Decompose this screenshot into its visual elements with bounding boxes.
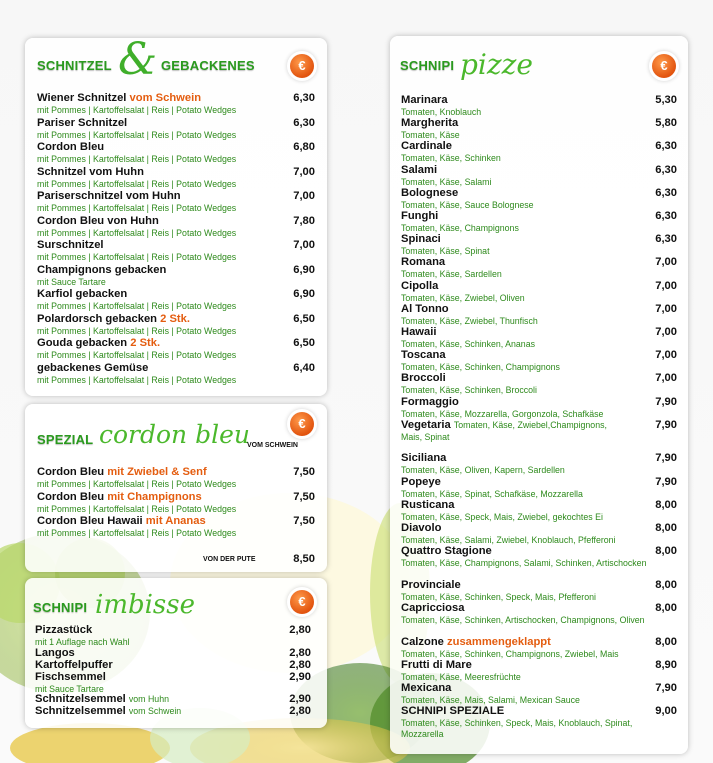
item-description: Tomaten, Käse	[401, 130, 460, 141]
item-name-text: Quattro Stagione	[401, 545, 492, 558]
item-price: 7,00	[655, 372, 677, 385]
item-highlight: zusammengeklappt	[447, 635, 551, 648]
item-name	[401, 636, 677, 649]
item-name-text: Cipolla	[401, 279, 439, 292]
menu-item	[401, 326, 677, 350]
item-description: Tomaten, Käse, Spinat, Schafkäse, Mozzarella	[401, 488, 583, 499]
item-price: 5,30	[655, 94, 677, 106]
menu-item	[401, 579, 677, 603]
item-description: Tomaten, Käse, Schinken	[401, 153, 501, 164]
menu-item	[401, 602, 677, 626]
item-name	[401, 476, 677, 489]
item-highlight: vom Schwein	[129, 92, 202, 104]
item-description: mit Pommes | Kartoffelsalat | Reis | Potato Wedges	[37, 479, 237, 489]
menu-item	[401, 233, 677, 257]
menu-item	[37, 337, 315, 361]
menu-item	[35, 705, 311, 718]
item-highlight: mit Zwiebel & Senf	[107, 466, 207, 478]
item-name-text: Wiener Schnitzel	[37, 92, 130, 104]
item-description: mit Pommes | Kartoffelsalat | Reis | Potato Wedges	[37, 203, 237, 213]
item-highlight: mit Champignons	[107, 490, 202, 503]
item-price: 6,30	[655, 233, 677, 246]
menu-item	[401, 164, 677, 188]
item-description: Tomaten, Käse, Sardellen	[401, 269, 502, 280]
item-description: Tomaten, Käse, Salami	[401, 176, 492, 187]
item-price: 6,30	[655, 186, 677, 199]
item-highlight: 2 Stk.	[160, 312, 190, 325]
item-description: mit Pommes | Kartoffelsalat | Reis | Potato Wedges	[37, 374, 237, 385]
item-name-text: Broccoli	[401, 372, 446, 385]
item-description: mit Sauce Tartare	[37, 276, 106, 287]
item-name-text: Kartoffelpuffer	[35, 658, 113, 671]
item-description: Tomaten, Knoblauch	[401, 107, 482, 117]
item-name	[401, 545, 677, 558]
item-price: 8,00	[655, 522, 677, 534]
item-name	[401, 396, 677, 409]
item-description: Tomaten, Käse, Zwiebel, Oliven	[401, 292, 525, 303]
cordon-title-script: cordon bleu	[99, 420, 251, 449]
menu-item	[401, 476, 677, 500]
item-price: 2,80	[289, 624, 311, 636]
item-inline-note: Tomaten, Käse, Zwiebel,Champignons,	[453, 419, 607, 430]
item-name	[35, 671, 311, 684]
item-name-text: Langos	[35, 646, 75, 659]
cordon-panel	[25, 404, 327, 572]
item-price: 9,00	[655, 705, 677, 718]
item-price: 7,00	[655, 256, 677, 269]
item-name-text: gebackenes Gemüse	[37, 361, 149, 374]
menu-item	[401, 522, 677, 546]
item-name-text: Surschnitzel	[37, 239, 104, 251]
item-name	[401, 372, 677, 385]
item-price: 8,00	[655, 498, 677, 511]
menu-item	[401, 372, 677, 396]
item-name-text: Margherita	[401, 117, 459, 130]
euro-icon: €	[290, 590, 314, 614]
item-name	[35, 624, 311, 637]
item-name	[401, 659, 677, 672]
item-name	[401, 326, 677, 339]
item-price: 7,00	[655, 279, 677, 292]
item-name	[401, 94, 677, 107]
item-description: Tomaten, Käse, Oliven, Kapern, Sardellen	[401, 465, 565, 476]
item-name-text: Pariser Schnitzel	[37, 116, 128, 129]
menu-item	[37, 117, 315, 141]
item-description: Tomaten, Käse, Schinken, Artischocken, Champignons, Oliven	[401, 615, 645, 625]
item-price: 6,30	[655, 210, 677, 222]
item-name	[401, 303, 677, 316]
item-name-text: Schnitzelsemmel	[35, 705, 129, 717]
menu-item	[37, 264, 315, 288]
item-name	[35, 705, 311, 718]
item-price: 2,80	[289, 705, 311, 717]
pizze-title-script: pizze	[460, 48, 533, 81]
item-name	[401, 187, 677, 200]
item-price: 6,90	[293, 263, 315, 276]
menu-item	[401, 452, 677, 476]
menu-item	[401, 499, 677, 523]
menu-item	[37, 491, 315, 515]
item-name	[401, 256, 677, 269]
item-name	[401, 499, 677, 512]
item-name	[37, 337, 315, 350]
item-name	[37, 264, 315, 277]
item-price: 6,50	[293, 312, 315, 325]
item-price: 8,00	[655, 635, 677, 648]
item-name	[37, 141, 315, 154]
item-name	[401, 522, 677, 535]
item-inline-note: vom Huhn	[128, 694, 169, 704]
euro-icon: €	[652, 54, 676, 78]
item-price: 7,50	[293, 515, 315, 527]
item-description: mit Pommes | Kartoffelsalat | Reis | Potato Wedges	[37, 325, 237, 336]
cordon-title-small: VOM SCHWEIN	[247, 442, 298, 449]
item-name-text: Popeye	[401, 475, 441, 488]
item-name-text: Polardorsch gebacken	[37, 312, 161, 325]
item-name-text: Vegetaria	[401, 418, 451, 431]
imbisse-panel	[25, 578, 327, 728]
menu-item	[37, 239, 315, 263]
pute-price: 8,50	[293, 553, 315, 565]
menu-item	[37, 466, 315, 490]
item-price: 2,90	[289, 693, 311, 705]
menu-item	[401, 545, 677, 569]
menu-item	[37, 313, 315, 337]
menu-item	[401, 705, 677, 740]
item-price: 8,00	[655, 578, 677, 591]
item-description: mit Pommes | Kartoffelsalat | Reis | Potato Wedges	[37, 528, 237, 538]
item-price: 7,00	[293, 165, 315, 178]
item-price: 7,80	[293, 214, 315, 227]
item-name-text: SCHNIPI SPEZIALE	[401, 705, 505, 718]
item-name	[401, 210, 677, 223]
item-description: Tomaten, Käse, Salami, Zwiebel, Knoblauch, Pfefferoni	[401, 535, 616, 545]
menu-item	[37, 515, 315, 539]
item-name-text: Gouda gebacken	[37, 337, 131, 349]
item-description: Tomaten, Käse, Speck, Mais, Zwiebel, gekochtes Ei	[401, 511, 603, 522]
item-name-text: Formaggio	[401, 395, 459, 408]
item-name-text: Hawaii	[401, 326, 437, 338]
item-price: 6,30	[293, 116, 315, 129]
menu-item	[401, 396, 677, 420]
item-price: 7,50	[293, 490, 315, 503]
item-name	[401, 602, 677, 615]
item-description: mit Pommes | Kartoffelsalat | Reis | Potato Wedges	[37, 105, 237, 115]
ampersand-title: &	[118, 34, 158, 85]
item-price: 6,30	[293, 92, 315, 104]
item-name	[401, 349, 677, 362]
item-price: 2,80	[289, 646, 311, 659]
menu-item	[37, 362, 315, 386]
item-description: mit Pommes | Kartoffelsalat | Reis | Potato Wedges	[37, 178, 237, 189]
menu-item	[401, 280, 677, 304]
item-description: Tomaten, Käse, Sauce Bolognese	[401, 199, 534, 210]
pizze-title-left: SCHNIPI	[400, 58, 455, 73]
item-name	[37, 466, 315, 479]
item-description: Tomaten, Käse, Mozzarella, Gorgonzola, Schafkäse	[401, 408, 604, 419]
schnitzel-panel	[25, 34, 327, 396]
menu-item	[401, 682, 677, 706]
item-description: Tomaten, Käse, Champignons, Salami, Schinken, Artischocken	[401, 558, 647, 569]
item-name-text: Frutti di Mare	[401, 658, 472, 671]
item-description: Tomaten, Käse, Zwiebel, Thunfisch	[401, 315, 538, 326]
schnitzel-title-right: GEBACKENES	[161, 58, 255, 73]
item-name-text: Pizzastück	[35, 624, 93, 636]
item-name-text: Champignons gebacken	[37, 263, 167, 276]
item-price: 7,00	[293, 239, 315, 251]
item-name	[401, 452, 677, 465]
item-name	[401, 164, 677, 177]
item-name-text: Schnitzelsemmel	[35, 693, 129, 705]
item-price: 7,00	[655, 349, 677, 362]
item-highlight: mit Ananas	[145, 515, 206, 527]
item-name-text: Diavolo	[401, 522, 442, 534]
item-name-text: Provinciale	[401, 578, 461, 591]
menu-item	[401, 256, 677, 280]
item-name	[401, 579, 677, 592]
item-price: 6,30	[655, 163, 677, 176]
menu-item	[401, 140, 677, 164]
item-highlight: 2 Stk.	[130, 337, 161, 349]
item-description: Tomaten, Käse, Schinken, Speck, Mais, Pfefferoni	[401, 591, 596, 602]
menu-item	[37, 166, 315, 190]
item-description: Tomaten, Käse, Schinken, Champignons	[401, 362, 560, 373]
item-description: mit Pommes | Kartoffelsalat | Reis | Potato Wedges	[37, 154, 237, 164]
item-price: 7,90	[655, 682, 677, 694]
item-name-text: Fischsemmel	[35, 670, 106, 683]
euro-icon: €	[290, 54, 314, 78]
menu-item	[35, 624, 311, 648]
item-name-text: Karfiol gebacken	[37, 288, 128, 300]
item-name-text: Cordon Bleu	[37, 466, 108, 478]
item-price: 7,90	[655, 452, 677, 465]
menu-item	[401, 94, 677, 118]
imbisse-title-script: imbisse	[95, 590, 196, 620]
item-name-text: Siciliana	[401, 452, 447, 465]
item-name-text: Schnitzel vom Huhn	[37, 165, 144, 178]
item-name-text: Cordon Bleu	[37, 490, 108, 503]
item-description: Tomaten, Käse, Schinken, Speck, Mais, Knoblauch, Spinat, Mozzarella	[401, 718, 633, 740]
item-price: 8,00	[655, 602, 677, 614]
item-name-text: Marinara	[401, 94, 448, 106]
item-price: 6,80	[293, 141, 315, 153]
item-name-text: Cardinale	[401, 140, 452, 153]
item-name	[37, 515, 315, 528]
pute-label: VON DER PUTE	[203, 556, 256, 563]
item-name	[37, 190, 315, 203]
item-name	[401, 419, 677, 432]
item-description: Tomaten, Käse, Meeresfrüchte	[401, 671, 521, 682]
item-name-text: Salami	[401, 163, 438, 176]
menu-item	[37, 92, 315, 116]
item-name-text: Cordon Bleu von Huhn	[37, 214, 159, 227]
item-name-text: Pariserschnitzel vom Huhn	[37, 190, 181, 202]
euro-icon: €	[290, 412, 314, 436]
menu-item	[401, 303, 677, 327]
item-description: Tomaten, Käse, Schinken, Broccoli	[401, 385, 537, 396]
item-description: Tomaten, Käse, Champignons	[401, 223, 519, 233]
item-name	[401, 233, 677, 246]
item-price: 7,00	[655, 302, 677, 315]
item-name	[37, 117, 315, 130]
item-description: mit Pommes | Kartoffelsalat | Reis | Potato Wedges	[37, 503, 237, 514]
item-description: mit Pommes | Kartoffelsalat | Reis | Potato Wedges	[37, 227, 237, 238]
item-name-text: Funghi	[401, 210, 439, 222]
item-name	[401, 140, 677, 153]
item-name	[37, 166, 315, 179]
item-price: 7,90	[655, 475, 677, 488]
item-name-text: Mexicana	[401, 682, 452, 694]
item-price: 6,50	[293, 337, 315, 349]
menu-item	[401, 210, 677, 234]
schnitzel-title-left: SCHNITZEL	[37, 58, 112, 73]
menu-item	[401, 659, 677, 683]
item-description: Tomaten, Käse, Schinken, Champignons, Zwiebel, Mais	[401, 648, 619, 659]
item-description: mit Pommes | Kartoffelsalat | Reis | Potato Wedges	[37, 252, 237, 262]
menu-item	[37, 215, 315, 239]
item-name-text: Capricciosa	[401, 602, 465, 614]
item-price: 2,80	[289, 658, 311, 671]
item-description: Mais, Spinat	[401, 431, 450, 442]
item-name-text: Calzone	[401, 635, 448, 648]
item-price: 7,00	[655, 326, 677, 338]
item-name-text: Toscana	[401, 349, 446, 362]
item-description: mit Pommes | Kartoffelsalat | Reis | Potato Wedges	[37, 350, 237, 360]
menu-item	[401, 636, 677, 660]
item-name	[401, 682, 677, 695]
item-price: 6,40	[293, 361, 315, 374]
menu-item	[37, 190, 315, 214]
pizze-panel	[390, 36, 688, 754]
item-price: 7,90	[655, 395, 677, 408]
item-name	[401, 117, 677, 130]
menu-item	[401, 349, 677, 373]
item-price: 8,00	[655, 545, 677, 558]
item-price: 8,90	[655, 658, 677, 671]
item-name	[37, 288, 315, 301]
item-description: mit Pommes | Kartoffelsalat | Reis | Potato Wedges	[37, 129, 237, 140]
item-price: 6,90	[293, 288, 315, 300]
item-price: 7,50	[293, 466, 315, 478]
item-inline-note: vom Schwein	[128, 706, 182, 716]
item-name	[37, 215, 315, 228]
item-description: mit Sauce Tartare	[35, 683, 104, 694]
menu-item	[401, 419, 677, 443]
item-description: mit Pommes | Kartoffelsalat | Reis | Potato Wedges	[37, 301, 237, 311]
item-name	[401, 705, 677, 718]
menu-item	[37, 288, 315, 312]
item-name	[37, 239, 315, 252]
item-name-text: Romana	[401, 256, 446, 269]
item-price: 7,00	[293, 190, 315, 202]
imbisse-title-left: SCHNIPI	[33, 600, 88, 615]
item-name-text: Spinaci	[401, 233, 441, 246]
item-description: Tomaten, Käse, Spinat	[401, 246, 490, 257]
item-description: Tomaten, Käse, Schinken, Ananas	[401, 339, 535, 349]
item-price: 5,80	[655, 117, 677, 130]
item-name	[37, 92, 315, 105]
item-description: mit 1 Auflage nach Wahl	[35, 637, 130, 647]
item-name-text: Cordon Bleu	[37, 141, 105, 153]
menu-item	[401, 187, 677, 211]
menu-item	[401, 117, 677, 141]
item-name	[401, 280, 677, 293]
item-price: 7,90	[655, 418, 677, 431]
menu-item	[37, 141, 315, 165]
item-name-text: Al Tonno	[401, 302, 449, 315]
item-name-text: Rusticana	[401, 498, 455, 511]
item-name-text: Cordon Bleu Hawaii	[37, 515, 146, 527]
item-price: 6,30	[655, 140, 677, 153]
item-name	[37, 491, 315, 504]
menu-item	[35, 671, 311, 695]
item-name	[37, 362, 315, 375]
item-price: 2,90	[289, 670, 311, 683]
item-name	[37, 313, 315, 326]
cordon-title-left: SPEZIAL	[37, 432, 94, 447]
item-description: Tomaten, Käse, Mais, Salami, Mexican Sauce	[401, 695, 580, 705]
item-name-text: Bolognese	[401, 186, 459, 199]
